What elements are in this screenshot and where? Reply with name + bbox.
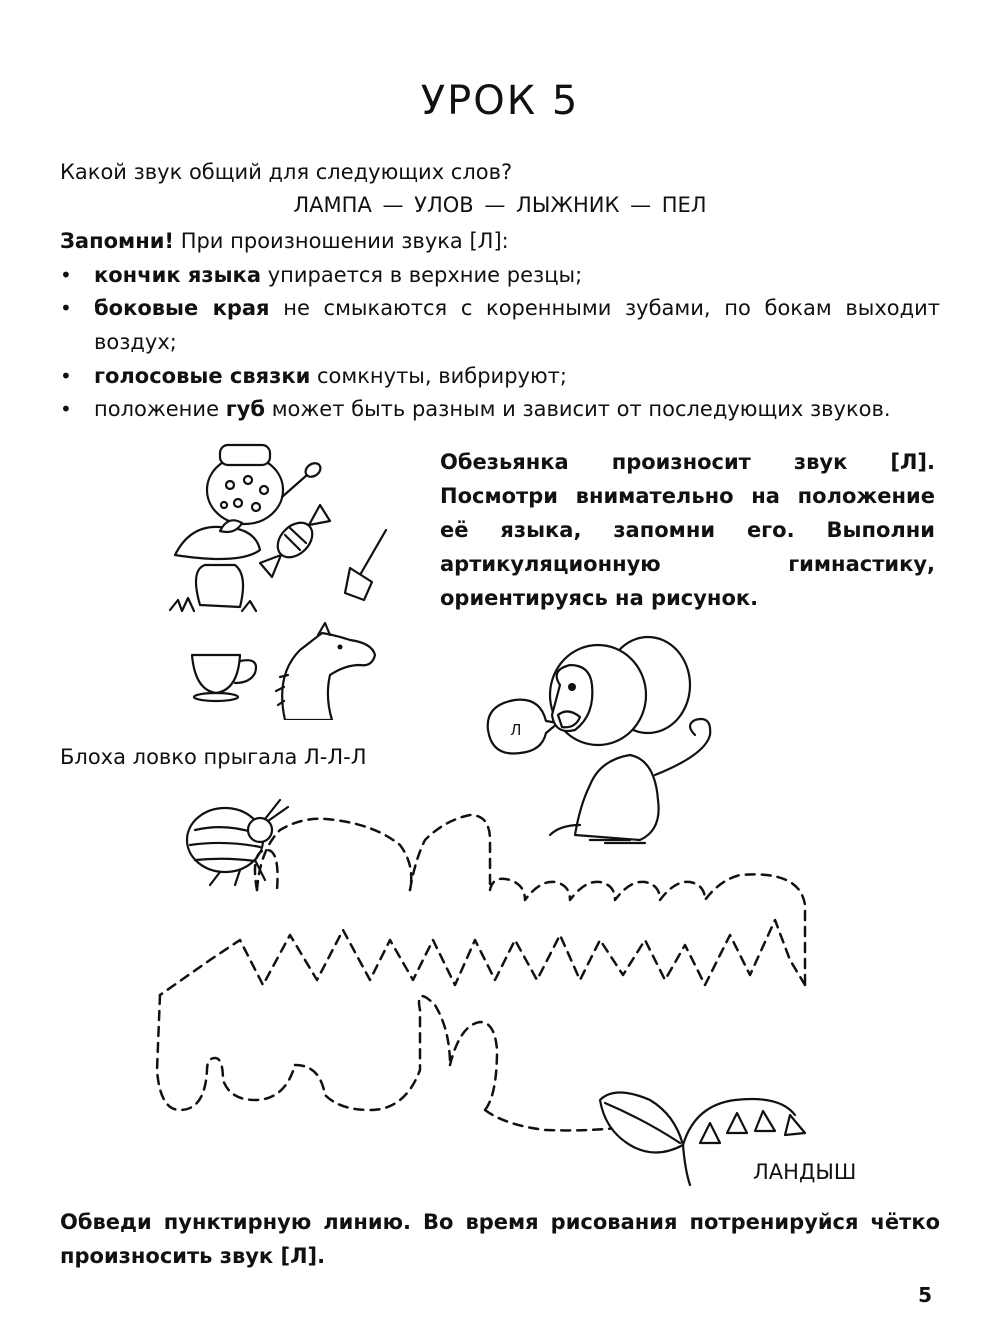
- bullet-text: сомкнуты, вибрируют;: [317, 364, 567, 388]
- bullet-bold: голосовые связки: [94, 364, 311, 388]
- bullet-vocal-cords: [60, 359, 940, 393]
- word-list: ЛАМПА — УЛОВ — ЛЫЖНИК — ПЕЛ: [293, 193, 707, 217]
- bullet-lips: [60, 392, 940, 426]
- remember-label: Запомни!: [60, 229, 174, 253]
- bullet-bold: боковые края: [94, 296, 270, 320]
- trace-instruction: Обведи пунктирную линию. Во время рисования потренируйся чётко произносить звук [Л].: [60, 1210, 940, 1268]
- bullet-bold: кончик языка: [94, 263, 261, 287]
- lily-flowers: [700, 1111, 805, 1143]
- jam-jar-icon: [207, 445, 283, 524]
- lily-leaf: [600, 1093, 683, 1153]
- bullet-bold: губ: [225, 397, 266, 421]
- mushroom-icon: [170, 520, 260, 611]
- monkey-instruction: Обезьянка произносит звук [Л]. Посмотри внимательно на положение её языка, запомни его. Выполни артикуляционную гимнастику, ориентируясь на рисунок.: [440, 450, 935, 610]
- remember-text: При произношении звука [Л]:: [180, 229, 509, 253]
- page-number: 5: [918, 1283, 932, 1307]
- flower-label: ЛАНДЫШ: [753, 1160, 857, 1184]
- flea-text: Блоха ловко прыгала Л-Л-Л: [60, 745, 367, 769]
- question-text: Какой звук общий для следующих слов?: [60, 160, 513, 184]
- horse-icon: [276, 623, 375, 720]
- bullet-text: не смыкаются с коренными зубами, по бокам выходит воздух;: [94, 296, 940, 354]
- page-title: УРОК 5: [420, 78, 580, 124]
- bullet-side-edges: [60, 291, 940, 359]
- bullet-pre: положение: [94, 397, 219, 421]
- spoon-icon: [282, 460, 323, 497]
- cup-icon: [192, 655, 256, 701]
- bullet-text: упирается в верхние резцы;: [267, 263, 583, 287]
- bullet-text: может быть разным и зависит от последующих звуков.: [271, 397, 891, 421]
- objects-illustration: [160, 435, 400, 720]
- shovel-icon: [345, 530, 386, 600]
- bullet-tongue-tip: [60, 258, 940, 292]
- speech-bubble: [488, 700, 558, 754]
- speech-bubble-text: Л: [510, 722, 522, 739]
- remember-line: [60, 224, 509, 258]
